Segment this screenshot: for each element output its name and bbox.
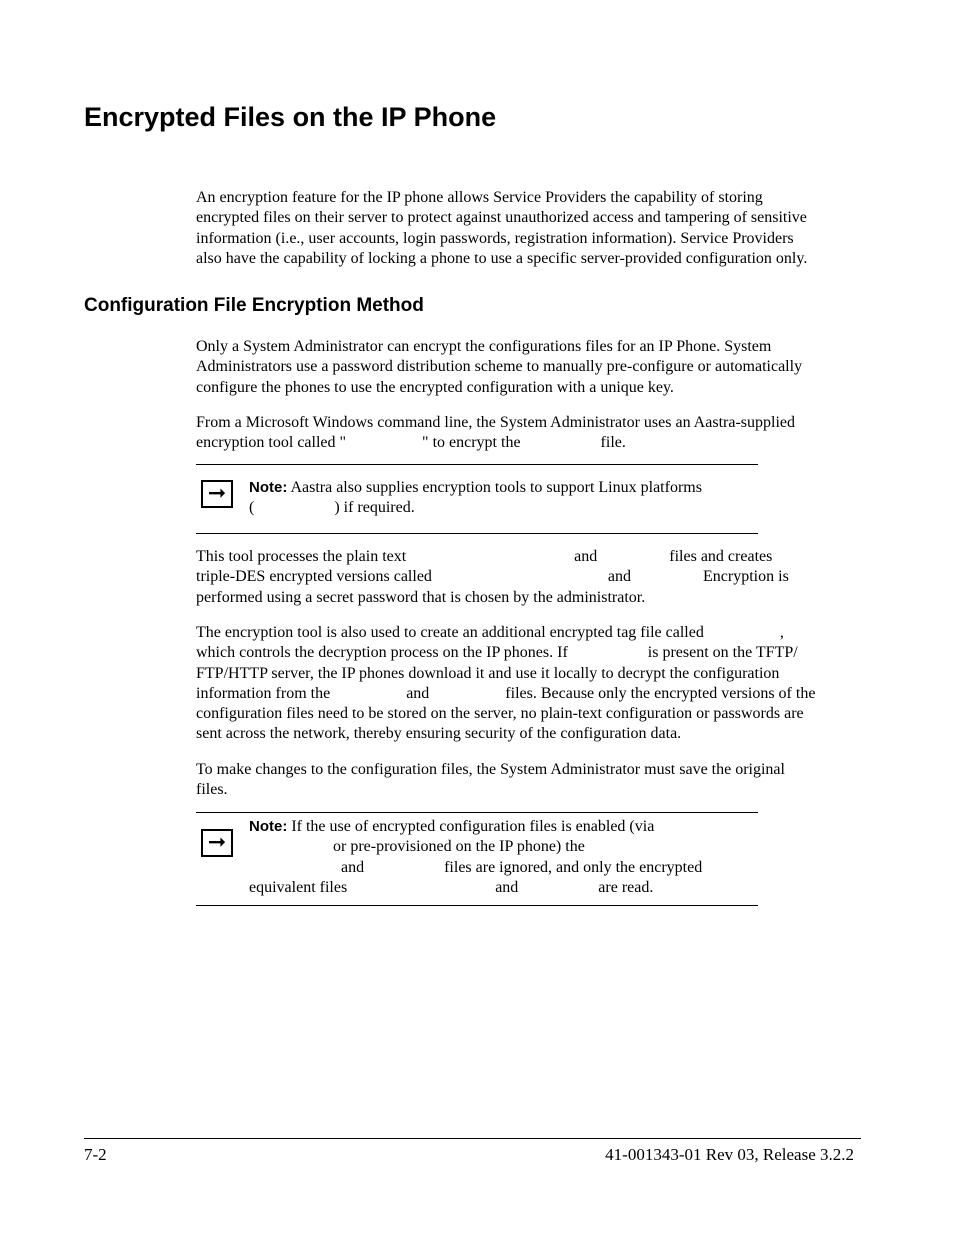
- section-heading: Configuration File Encryption Method: [84, 295, 424, 316]
- paragraph-windows-tool: [196, 413, 856, 454]
- text-line: which controls the decryption process on the IP phones. If is present on the TFTP/: [196, 644, 798, 662]
- note-divider-top: [196, 464, 758, 465]
- arrow-right-icon: ➞: [201, 480, 233, 508]
- paragraph-tool-processing: [196, 547, 856, 608]
- note-linux-tools: [249, 478, 759, 519]
- note-divider-bottom: [196, 533, 758, 534]
- text-line: ( ) if required.: [249, 499, 415, 517]
- text-line: or pre-provisioned on the IP phone) the: [249, 838, 585, 856]
- note-label: Note:: [249, 479, 288, 496]
- text-line: triple-DES encrypted versions called and Encryption is: [196, 568, 789, 586]
- text-line: Administrators use a password distribution scheme to manually pre-configure or automatically: [196, 358, 803, 376]
- text-line: If the use of encrypted configuration files is enabled (via: [287, 818, 655, 835]
- note-encrypted-enabled: [249, 817, 759, 898]
- text-line: equivalent files and are read.: [249, 878, 654, 896]
- document-id: 41-001343-01 Rev 03, Release 3.2.2: [605, 1145, 854, 1164]
- page-number: 7-2: [84, 1145, 107, 1164]
- text-line: encrypted files on their server to protect against unauthorized access and tampering of sensitive: [196, 209, 807, 227]
- text-line: also have the capability of locking a phone to use a specific server-provided configuration only.: [196, 249, 808, 267]
- note-divider-top: [196, 812, 758, 813]
- paragraph-admin-encrypt: [196, 337, 856, 398]
- text-line: sent across the network, thereby ensuring security of the configuration data.: [196, 725, 682, 743]
- text-line: Aastra also supplies encryption tools to support Linux platforms: [287, 479, 702, 496]
- text-line: The encryption tool is also used to create an additional encrypted tag file called ,: [196, 624, 784, 641]
- text-line: To make changes to the configuration files, the System Administrator must save the original: [196, 761, 785, 778]
- text-line: and files are ignored, and only the encrypted: [249, 858, 703, 876]
- text-line: information (i.e., user accounts, login passwords, registration information). Service Providers: [196, 229, 794, 247]
- arrow-right-icon: ➞: [201, 829, 233, 857]
- paragraph-tag-file: [196, 623, 856, 745]
- text-line: An encryption feature for the IP phone allows Service Providers the capability of storing: [196, 189, 763, 206]
- text-line: configure the phones to use the encrypted configuration with a unique key.: [196, 378, 674, 396]
- paragraph-save-original: [196, 760, 856, 801]
- text-line: performed using a secret password that is chosen by the administrator.: [196, 588, 646, 606]
- text-line: information from the and files. Because only the encrypted versions of the: [196, 684, 816, 702]
- text-line: files.: [196, 781, 228, 799]
- page-title: Encrypted Files on the IP Phone: [84, 102, 497, 132]
- text-line: encryption tool called " " to encrypt the file.: [196, 434, 626, 452]
- note-label: Note:: [249, 818, 288, 835]
- intro-paragraph: [196, 188, 856, 269]
- text-line: Only a System Administrator can encrypt the configurations files for an IP Phone. System: [196, 338, 772, 355]
- text-line: This tool processes the plain text and files and creates: [196, 548, 773, 565]
- note-divider-bottom: [196, 905, 758, 906]
- text-line: configuration files need to be stored on the server, no plain-text configuration or passwords are: [196, 705, 804, 723]
- text-line: FTP/HTTP server, the IP phones download it and use it locally to decrypt the configuration: [196, 664, 780, 682]
- text-line: From a Microsoft Windows command line, the System Administrator uses an Aastra-supplied: [196, 414, 795, 431]
- footer-divider: [84, 1138, 861, 1139]
